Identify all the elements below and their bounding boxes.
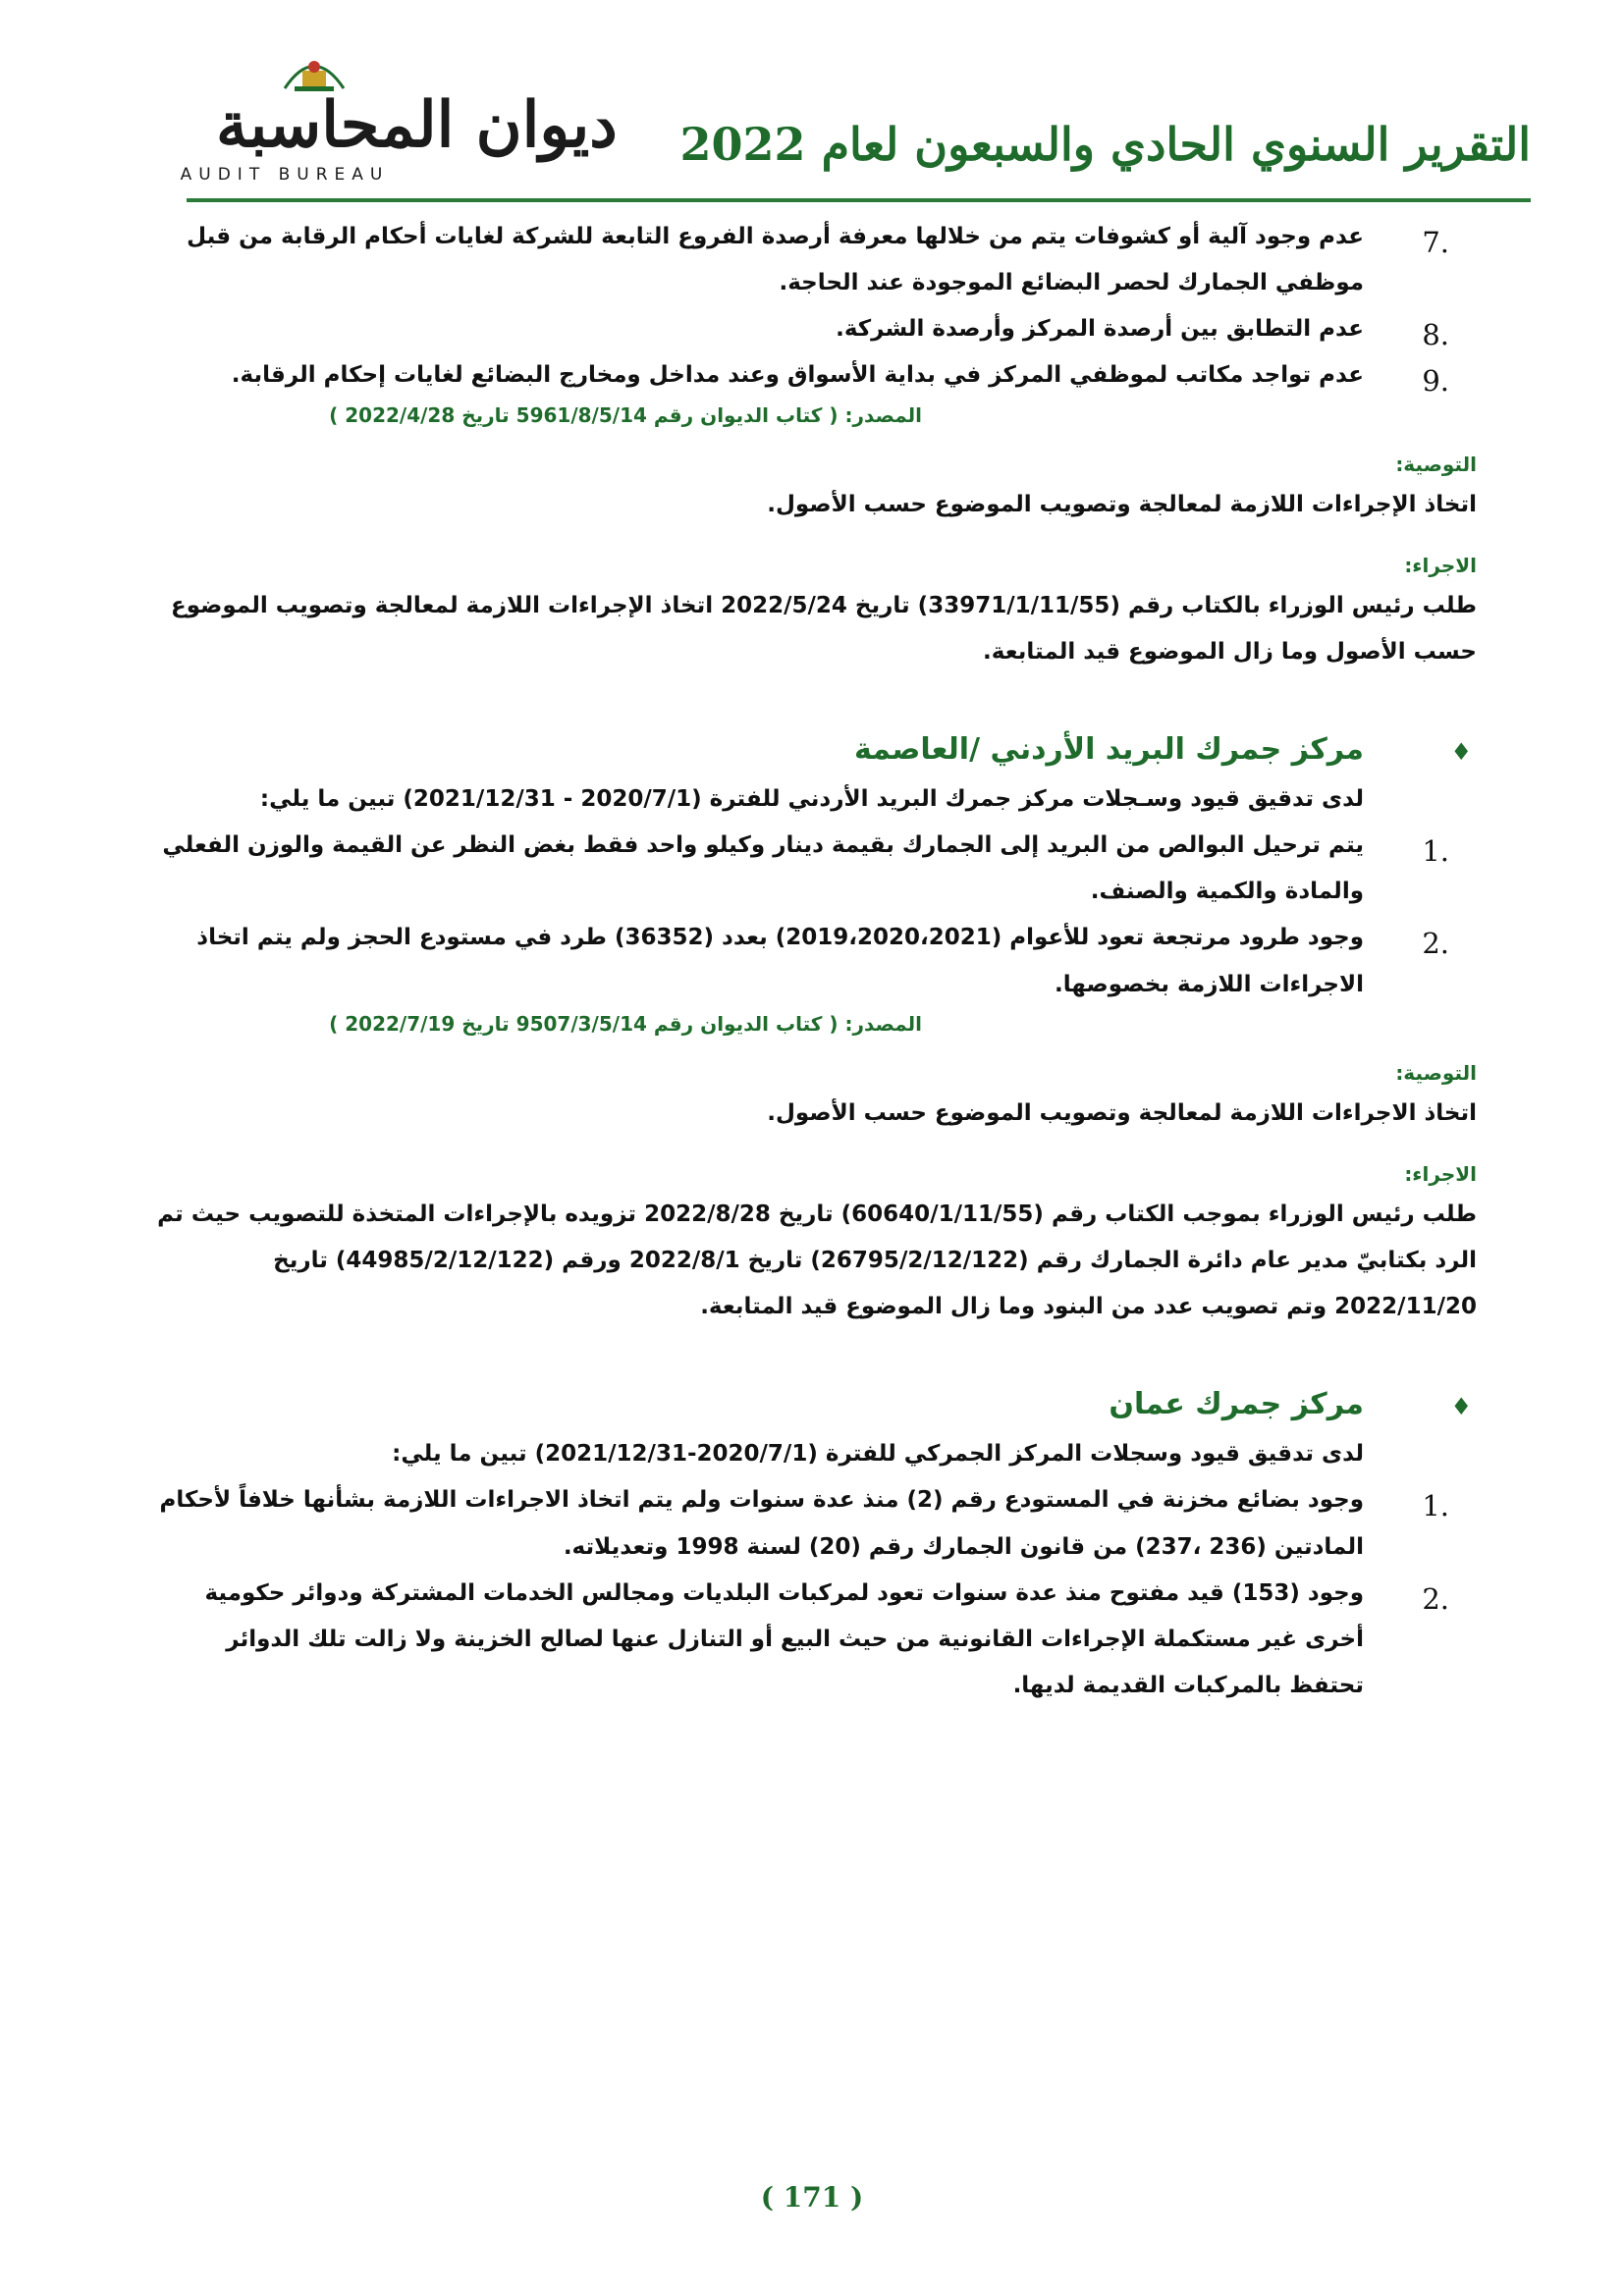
action-label: الاجراء: [1404, 1161, 1477, 1186]
recommendation-label: التوصية: [1395, 1060, 1477, 1085]
recommendation-text: اتخاذ الاجراءات اللازمة لمعالجة وتصويب الموضوع حسب الأصول. [767, 1099, 1477, 1126]
diamond-bullet-icon: ♦ [1450, 1393, 1472, 1421]
item-text: وجود (153) قيد مفتوح منذ عدة سنوات تعود لمركبات البلديات ومجالس الخدمات المشتركة ودوائر حكومية أخرى غير مستكملة الإجراءات القانونية من حيث البيع أو التنازل عنها لصالح الخزينة ولا زالت تلك الدوائر تحتفظ بالمركبات القديمة لديها. [204, 1579, 1364, 1698]
report-title: التقرير السنوي الحادي والسبعون لعام 2022 [679, 118, 1531, 171]
item-number: 2. [1422, 927, 1449, 961]
action-label: الاجراء: [1404, 553, 1477, 577]
source-reference: المصدر: ( كتاب الديوان رقم 5961/8/5/14 تاريخ 2022/4/28 ) [329, 402, 922, 427]
item-number: 9. [1422, 364, 1449, 399]
list-item [147, 1571, 1477, 1709]
list-item [147, 214, 1477, 306]
section-intro: لدى تدقيق قيود وسـجلات مركز جمرك البريد الأردني للفترة (2020/7/1 - 2021/12/31) تبين ما يلي: [259, 785, 1364, 812]
recommendation-text: اتخاذ الإجراءات اللازمة لمعالجة وتصويب الموضوع حسب الأصول. [767, 491, 1477, 517]
item-number: 2. [1422, 1581, 1449, 1616]
logo-arabic-text: ديوان المحاسبة [216, 88, 618, 162]
action-text: طلب رئيس الوزراء بموجب الكتاب رقم (60640/1/11/55) تاريخ 2022/8/28 تزويده بالإجراءات المتخذة للتصويب حيث تم الرد بكتابيّ مدير عام دائرة الجمارك رقم (26795/2/12/122) تاريخ 2022/8/1 ورقم (44985/2/12/122) تاريخ 2022/11/20 وتم تصويب عدد من البنود وما زال الموضوع قيد المتابعة. [157, 1201, 1477, 1320]
item-number: 1. [1422, 1489, 1449, 1523]
list-item [147, 823, 1477, 915]
item-number: 1. [1422, 834, 1449, 869]
audit-bureau-logo [147, 49, 618, 196]
list-item [147, 306, 1477, 352]
item-text: وجود بضائع مخزنة في المستودع رقم (2) منذ عدة سنوات ولم يتم اتخاذ الاجراءات اللازمة بشأنها خلافاً لأحكام المادتين (236 ،237) من قانون الجمارك رقم (20) لسنة 1998 وتعديلاته. [159, 1487, 1364, 1560]
section-heading-text: مركز جمرك البريد الأردني /العاصمة [854, 731, 1364, 767]
action-text: طلب رئيس الوزراء بالكتاب رقم (33971/1/11/55) تاريخ 2022/5/24 اتخاذ الإجراءات اللازمة لمعالجة وتصويب الموضوع حسب الأصول وما زال الموضوع قيد المتابعة. [171, 592, 1477, 665]
item-text: عدم وجود آلية أو كشوفات يتم من خلالها معرفة أرصدة الفروع التابعة للشركة لغايات أحكام الرقابة من قبل موظفي الجمارك لحصر البضائع الموجودة عند الحاجة. [187, 224, 1364, 296]
list-item [147, 1477, 1477, 1570]
item-number: 8. [1422, 318, 1449, 352]
page-content [147, 214, 1477, 1709]
section-heading [147, 1387, 1477, 1421]
section-heading-text: مركز جمرك عمان [1109, 1387, 1364, 1422]
item-text: وجود طرود مرتجعة تعود للأعوام (2019،2020،2021) بعدد (36352) طرد في مستودع الحجز ولم يتم اتخاذ الاجراءات اللازمة بخصوصها. [196, 925, 1364, 997]
item-text: عدم التطابق بين أرصدة المركز وأرصدة الشركة. [836, 316, 1364, 343]
diamond-bullet-icon: ♦ [1450, 737, 1472, 766]
section-heading [147, 732, 1477, 767]
list-item [147, 915, 1477, 1007]
item-text: عدم تواجد مكاتب لموظفي المركز في بداية الأسواق وعند مداخل ومخارج البضائع لغايات إحكام الرقابة. [231, 362, 1364, 389]
list-item [147, 352, 1477, 399]
section-intro: لدى تدقيق قيود وسجلات المركز الجمركي للفترة (2020/7/1-2021/12/31) تبين ما يلي: [392, 1441, 1364, 1468]
logo-english-text: AUDIT BUREAU [180, 165, 390, 185]
item-number: 7. [1422, 226, 1449, 259]
page-number: ( 171 ) [760, 2181, 864, 2214]
page-header [147, 49, 1531, 206]
item-text: يتم ترحيل البوالص من البريد إلى الجمارك بقيمة دينار وكيلو واحد فقط بغض النظر عن القيمة والوزن الفعلي والمادة والكمية والصنف. [162, 832, 1364, 905]
header-divider [187, 198, 1531, 202]
recommendation-label: التوصية: [1395, 452, 1477, 476]
source-reference: المصدر: ( كتاب الديوان رقم 9507/3/5/14 تاريخ 2022/7/19 ) [329, 1011, 922, 1036]
